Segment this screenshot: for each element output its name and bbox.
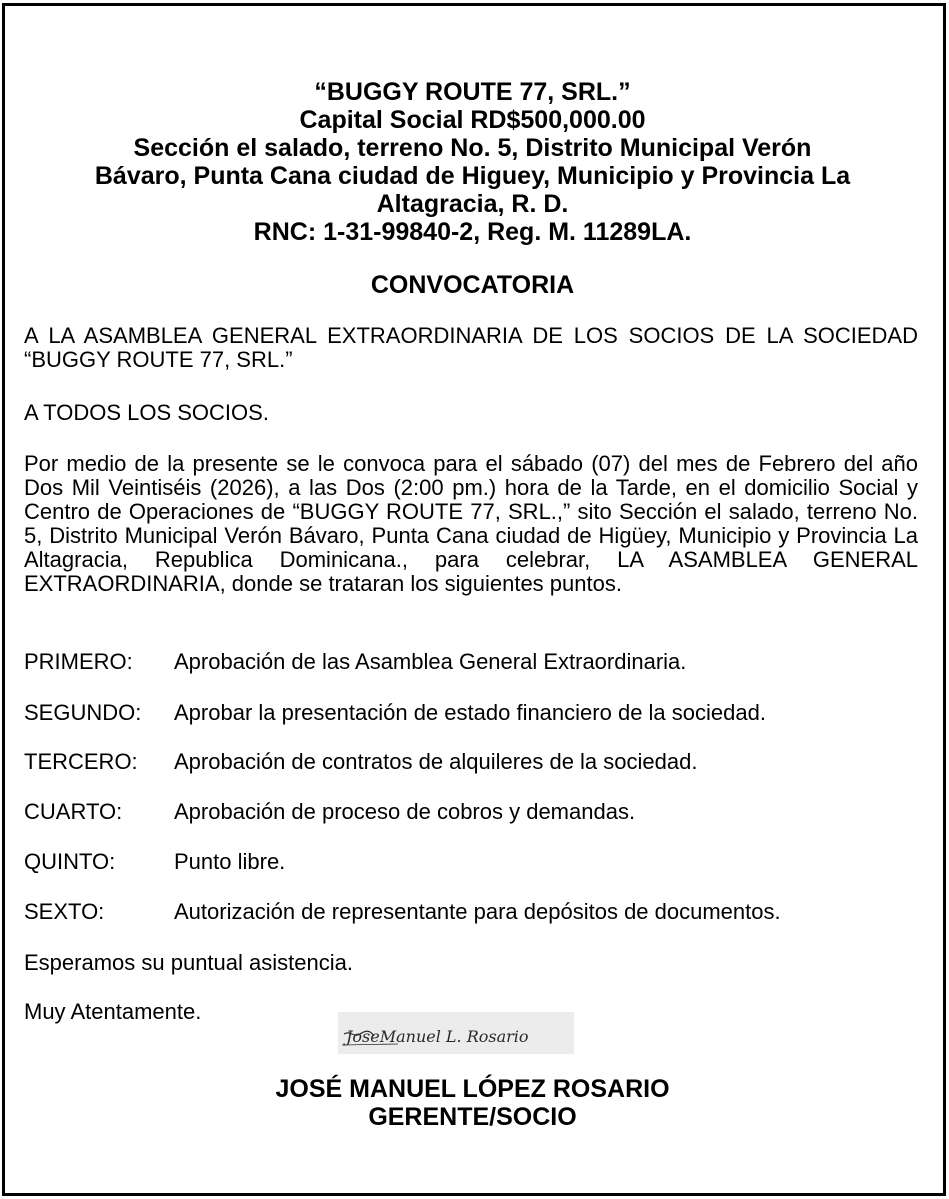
agenda-item (24, 749, 918, 775)
agenda-item (24, 799, 918, 825)
agenda-item-text: Autorización de representante para depósitos de documentos. (174, 899, 781, 924)
agenda-item-text: Aprobación de las Asamblea General Extraordinaria. (174, 649, 687, 674)
agenda-item-key: CUARTO: (24, 799, 123, 824)
handwritten-signature (338, 1012, 574, 1054)
letterhead (20, 78, 925, 246)
agenda-item-key: QUINTO: (24, 849, 116, 874)
agenda-item (24, 899, 918, 925)
company-name: “BUGGY ROUTE 77, SRL.” (314, 78, 631, 106)
signer-block (20, 1075, 925, 1131)
capital-social: Capital Social RD$500,000.00 (299, 106, 646, 134)
address-line-1: Sección el salado, terreno No. 5, Distrito Municipal Verón (133, 134, 812, 162)
agenda-item-text: Aprobar la presentación de estado financiero de la sociedad. (174, 700, 766, 725)
addressee: A LA ASAMBLEA GENERAL EXTRAORDINARIA DE LOS SOCIOS DE LA SOCIEDAD “BUGGY ROUTE 77, SRL.” (24, 323, 918, 372)
agenda-item (24, 649, 918, 675)
document-title: CONVOCATORIA (370, 271, 575, 299)
greeting: A TODOS LOS SOCIOS. (24, 400, 269, 425)
address-line-3: Altagracia, R. D. (376, 190, 569, 218)
agenda-item (24, 849, 918, 875)
address-line-2: Bávaro, Punta Cana ciudad de Higuey, Municipio y Provincia La (94, 162, 851, 190)
agenda-item-text: Aprobación de proceso de cobros y demandas. (174, 799, 636, 824)
signer-role: GERENTE/SOCIO (368, 1103, 577, 1131)
agenda-item (24, 700, 918, 726)
farewell-line: Muy Atentamente. (24, 999, 202, 1024)
signature-drawing (338, 1012, 574, 1054)
agenda-item-key: PRIMERO: (24, 649, 133, 674)
agenda-item-text: Punto libre. (174, 849, 286, 874)
rnc-registration: RNC: 1-31-99840-2, Reg. M. 11289LA. (253, 218, 692, 246)
agenda-item-key: SEXTO: (24, 899, 105, 924)
agenda-item-key: SEGUNDO: (24, 700, 142, 725)
signature-script: JoseManuel L. Rosario (346, 1027, 529, 1046)
agenda-item-key: TERCERO: (24, 749, 138, 774)
closing-line: Esperamos su puntual asistencia. (24, 950, 353, 975)
body-paragraph: Por medio de la presente se le convoca para el sábado (07) del mes de Febrero del año Dos Mil Veintiséis (2026), a las Dos (2:00 pm.) hora de la Tarde, en el domicilio Social y Centro de Operaciones de “BUGGY ROUTE 77, SRL.,” sito Sección el salado, terreno No. 5, Distrito Municipal Verón Bávaro, Punta Cana ciudad de Higüey, Municipio y Provincia La Altagracia, Republica Dominicana., para celebrar, LA ASAMBLEA GENERAL EXTRAORDINARIA, donde se trataran los siguientes puntos. (24, 451, 918, 596)
agenda-item-text: Aprobación de contratos de alquileres de la sociedad. (174, 749, 698, 774)
signer-name: JOSÉ MANUEL LÓPEZ ROSARIO (275, 1075, 670, 1103)
